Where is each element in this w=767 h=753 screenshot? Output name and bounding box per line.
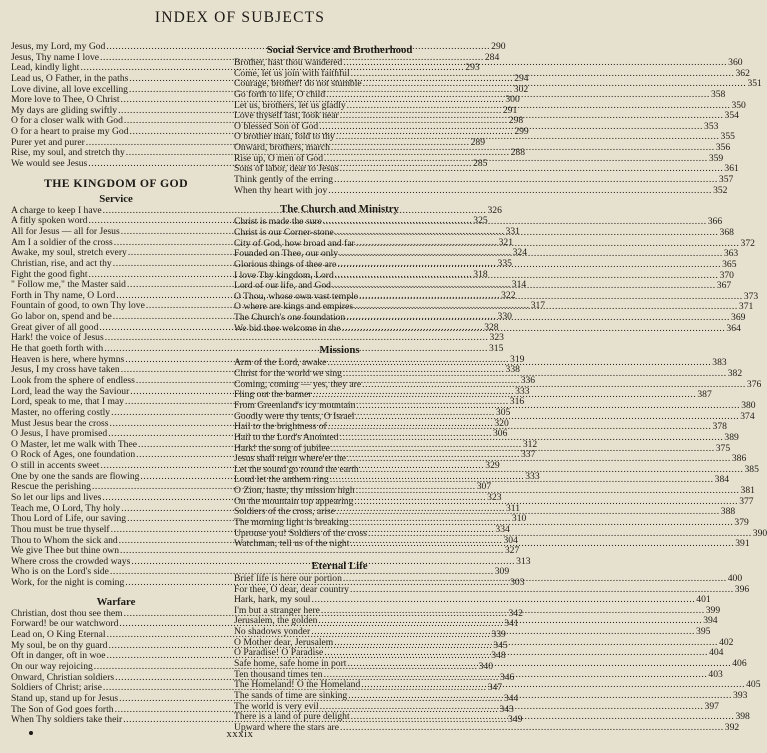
- hymn-number: 369: [731, 312, 746, 324]
- entry-title: O brother man, fold to thy: [234, 131, 335, 143]
- hymn-number: 323: [489, 332, 504, 344]
- entry-title: Fight the good fight: [11, 268, 88, 280]
- hymn-number: 405: [746, 679, 761, 691]
- entry-title: All for Jesus — all for Jesus: [11, 225, 120, 237]
- service-heading: Service: [99, 192, 133, 205]
- entry-title: O for a closer walk with God: [11, 115, 123, 127]
- hymn-number: 359: [708, 152, 724, 164]
- entry-title: O Thou, whose own vast temple: [234, 290, 358, 302]
- page-folio: xxxix: [226, 729, 254, 740]
- hymn-number: 392: [724, 721, 740, 733]
- entry-title: O where are kings and empires: [234, 301, 354, 313]
- hymn-number: 312: [522, 438, 538, 450]
- entry-title: Love thyself last, look near: [234, 110, 339, 122]
- entry-title: Let the sound go round the earth: [234, 463, 359, 475]
- hymn-number: 310: [511, 513, 527, 525]
- hymn-number: 284: [484, 51, 500, 63]
- entry-title: Work, for the night is coming: [11, 577, 125, 589]
- dot-leader: [325, 90, 710, 101]
- hymn-number: 337: [520, 449, 536, 461]
- dot-leader: [339, 433, 724, 444]
- entry-title: Glorious things of thee are: [234, 258, 337, 270]
- entry-title: Jesus, my Lord, my God: [11, 41, 106, 52]
- dot-leader: [341, 321, 726, 335]
- entry-title: Christian, dost thou see them: [11, 607, 123, 619]
- entry-title: From Greenland's icy mountain: [234, 399, 356, 411]
- hymn-number: 349: [508, 714, 523, 726]
- entry-title: The world is very evil: [234, 700, 319, 712]
- entry-title: A charge to keep I have: [11, 204, 102, 216]
- entry-title: We bid thee welcome in the: [234, 322, 341, 334]
- entry-title: More love to Thee, O Christ: [11, 94, 120, 106]
- hymn-number: 304: [503, 534, 518, 546]
- entry-title: On the mountain top appearing: [234, 495, 354, 507]
- entry-title: Hail to the Lord's Anointed: [234, 431, 339, 443]
- hymn-number: 333: [525, 470, 540, 482]
- hymn-number: 364: [726, 322, 741, 334]
- hymn-number: 328: [484, 321, 499, 333]
- entry-title: Rise, my soul, and stretch thy: [11, 147, 125, 159]
- dot-leader: [347, 691, 732, 702]
- hymn-number: 360: [728, 57, 743, 68]
- hymn-number: 382: [727, 368, 743, 380]
- entry-title: Sons of labor, dear to Jesus: [234, 163, 339, 175]
- hymn-number: 324: [512, 247, 528, 259]
- hymn-number: 306: [493, 428, 508, 440]
- index-entry: [234, 184, 728, 197]
- hymn-number: 322: [501, 289, 516, 301]
- hymn-number: 344: [503, 692, 519, 704]
- hymn-number: 377: [739, 495, 754, 507]
- hymn-number: 319: [510, 353, 525, 365]
- hymn-number: 326: [487, 204, 502, 216]
- entry-title: Oft in danger, oft in woe: [11, 650, 106, 662]
- entry-title: O Master, let me walk with Thee: [11, 438, 137, 450]
- hymn-number: 370: [719, 269, 734, 281]
- entry-title: For thee, O dear, dear country: [234, 583, 349, 595]
- entry-title: Goodly were thy tents, O Israel: [234, 410, 355, 422]
- entry-title: O Rock of Ages, one foundation: [11, 449, 136, 461]
- entry-title: Must Jesus bear the cross: [11, 417, 109, 429]
- entry-title: One by one the sands are flowing: [11, 470, 140, 482]
- hymn-number: 320: [494, 417, 509, 429]
- hymn-number: 329: [485, 460, 500, 472]
- hymn-number: 376: [746, 378, 762, 390]
- entry-title: O Mother dear, Jerusalem: [234, 636, 334, 648]
- entry-title: Onward, Christian soldiers: [11, 671, 115, 683]
- hymn-number: 374: [740, 410, 755, 422]
- entry-title: My soul, be on thy guard: [11, 639, 108, 651]
- hymn-number: 379: [734, 516, 749, 528]
- entry-title: Hark! the voice of Jesus: [11, 332, 104, 344]
- entry-title: City of God, how broad and far: [234, 237, 355, 249]
- hymn-number: 368: [719, 226, 734, 238]
- entry-title: Onward, brothers, march: [234, 142, 330, 154]
- hymn-number: 389: [724, 431, 739, 443]
- hymn-number: 402: [719, 636, 734, 648]
- entry-title: Thou to Whom the sick and: [11, 534, 118, 546]
- entry-title: Upward where the stars are: [234, 721, 339, 733]
- entry-title: Go forth to life, O child: [234, 88, 326, 100]
- hymn-number: 321: [498, 236, 513, 248]
- entry-title: We would see Jesus: [11, 158, 88, 170]
- hymn-number: 387: [697, 389, 712, 401]
- entry-title: Watchman, tell us of the night: [234, 538, 350, 550]
- hymn-number: 341: [504, 618, 519, 630]
- hymn-number: 362: [735, 67, 750, 79]
- hymn-number: 336: [520, 374, 536, 386]
- entry-title: Courage, brother! do not stumble: [234, 78, 362, 90]
- entry-title: Ten thousand times ten: [234, 668, 323, 680]
- entry-title: Founded on Thee, our only: [234, 248, 339, 260]
- hymn-number: 339: [491, 629, 506, 641]
- entry-title: Hail to the brightness of: [234, 421, 327, 433]
- hymn-number: 365: [722, 258, 737, 270]
- entry-title: Look from the sphere of endless: [11, 374, 135, 386]
- hymn-number: 333: [515, 385, 530, 397]
- entry-title: Christ for the world we sing: [234, 368, 342, 380]
- entry-title: Jesus, Thy name I love: [11, 51, 100, 63]
- entry-title: The morning light is breaking: [234, 516, 349, 528]
- entry-title: Purer yet and purer: [11, 136, 85, 148]
- hymn-number: 315: [489, 343, 504, 355]
- entry-title: When thy heart with joy: [234, 184, 328, 196]
- entry-title: Safe home, safe home in port: [234, 658, 347, 670]
- hymn-number: 356: [715, 142, 731, 154]
- hymn-number: 353: [704, 120, 719, 132]
- entry-title: Master, no offering costly: [11, 406, 111, 418]
- dot-leader: [336, 257, 721, 271]
- entry-title: Lord, lead the way the Saviour: [11, 385, 130, 397]
- entry-title: Coming, coming — yes, they are: [234, 378, 362, 390]
- entry-title: Jesus shall reign where'er the: [234, 453, 347, 465]
- entry-title: Think gently of the erring: [234, 174, 334, 186]
- hymn-number: 338: [505, 364, 520, 376]
- entry-title: Where cross the crowded ways: [11, 555, 131, 567]
- entry-title: Lead on, O King Eternal: [11, 629, 106, 641]
- hymn-number: 347: [487, 682, 503, 694]
- entry-title: My days are gliding swiftly: [11, 104, 118, 116]
- entry-title: He that goeth forth with: [11, 343, 104, 355]
- entry-title: Stand up, stand up for Jesus: [11, 692, 119, 704]
- entry-title: Christ is our Corner-stone: [234, 226, 334, 238]
- hymn-number: 289: [470, 136, 485, 148]
- hymn-number: 390: [752, 527, 767, 539]
- hymn-number: 363: [723, 248, 739, 260]
- hymn-number: 313: [516, 555, 531, 567]
- entry-title: Hark, hark, my soul: [234, 594, 311, 606]
- entry-title: Great giver of all good: [11, 321, 99, 333]
- hymn-number: 325: [473, 215, 488, 227]
- missions-heading: Missions: [319, 344, 360, 357]
- entry-title: Rise up, O men of God: [234, 152, 323, 164]
- church-heading: The Church and Ministry: [280, 203, 399, 216]
- entry-title: No shadows yonder: [234, 626, 311, 638]
- hymn-number: 348: [491, 650, 506, 662]
- entry-title: Forward! be our watchword: [11, 618, 119, 630]
- hymn-number: 343: [499, 703, 514, 715]
- entry-title: Lead us, O Father, in the paths: [11, 72, 129, 84]
- hymn-number: 396: [734, 583, 750, 595]
- hymn-number: 302: [513, 83, 529, 95]
- hymn-number: 340: [478, 660, 493, 672]
- hymn-number: 316: [509, 396, 525, 408]
- hymn-number: 383: [712, 357, 727, 369]
- hymn-number: 381: [740, 485, 755, 497]
- hymn-number: 395: [696, 626, 711, 638]
- hymn-number: 372: [740, 237, 755, 249]
- entry-title: Lord, speak to me, that I may: [11, 396, 124, 408]
- dot-leader: [327, 186, 712, 197]
- hymn-number: 385: [744, 463, 759, 475]
- entry-title: Soldiers of Christ; arise: [11, 682, 102, 694]
- hymn-number: 299: [514, 126, 529, 138]
- hymn-number: 398: [735, 711, 750, 723]
- hymn-number: 401: [696, 594, 711, 606]
- hymn-number: 290: [491, 41, 506, 52]
- hymn-number: 404: [709, 647, 724, 659]
- entry-title: When Thy soldiers take their: [11, 714, 123, 726]
- hymn-number: 355: [720, 131, 735, 143]
- hymn-number: 354: [724, 110, 739, 122]
- hymn-number: 361: [724, 163, 739, 175]
- hymn-number: 323: [487, 491, 502, 503]
- hymn-number: 357: [718, 174, 734, 186]
- entry-title: O Paradise! O Paradise: [234, 647, 324, 659]
- hymn-number: 298: [508, 115, 524, 127]
- eternal-heading: Eternal Life: [311, 559, 368, 572]
- entry-title: Loud let the anthem ring: [234, 474, 329, 486]
- entry-title: Arm of the Lord, awake: [234, 357, 327, 369]
- entry-title: O Zion, haste, thy mission high: [234, 485, 355, 497]
- entry-title: " Follow me," the Master said: [11, 279, 126, 291]
- entry-title: Who is on the Lord's side: [11, 566, 109, 578]
- entry-title: The Homeland! O the Homeland: [234, 679, 361, 691]
- hymn-number: 294: [514, 72, 529, 84]
- hymn-number: 300: [505, 94, 520, 106]
- hymn-number: 394: [703, 615, 718, 627]
- hymn-number: 334: [495, 523, 510, 535]
- hymn-number: 330: [497, 311, 512, 323]
- entry-title: Teach me, O Lord, Thy holy: [11, 502, 121, 514]
- entry-title: On our way rejoicing: [11, 660, 93, 672]
- entry-title: Love divine, all love excelling: [11, 83, 128, 95]
- hymn-number: 309: [494, 566, 510, 578]
- entry-title: Brother, hast thou wandered: [234, 57, 343, 68]
- hymn-number: 352: [713, 184, 728, 196]
- entry-title: I'm but a stranger here: [234, 604, 320, 616]
- hymn-number: 384: [714, 474, 730, 486]
- hymn-number: 400: [727, 572, 743, 584]
- hymn-number: 345: [493, 639, 508, 651]
- hymn-number: 327: [504, 545, 520, 557]
- hymn-number: 291: [502, 104, 518, 116]
- entry-title: Lord of our life, and God: [234, 280, 331, 292]
- entry-title: Go labor on, spend and be: [11, 311, 112, 323]
- hymn-number: 305: [495, 406, 511, 418]
- entry-title: Come, let us join with faithful: [234, 67, 350, 79]
- entry-title: Fling out the banner: [234, 389, 312, 401]
- hymn-number: 403: [708, 668, 723, 680]
- hymn-number: 378: [712, 421, 727, 433]
- hymn-number: 317: [530, 300, 546, 312]
- hymn-number: 307: [476, 481, 492, 493]
- hymn-number: 397: [704, 700, 719, 712]
- hymn-number: 391: [735, 538, 750, 550]
- hymn-number: 380: [741, 399, 756, 411]
- warfare-heading: Warfare: [96, 595, 136, 608]
- entry-title: Awake, my soul, stretch every: [11, 247, 127, 259]
- entry-title: The sands of time are sinking: [234, 689, 348, 701]
- hymn-number: 351: [747, 78, 762, 90]
- hymn-number: 293: [465, 62, 480, 74]
- dot-leader: [349, 539, 734, 550]
- entry-title: Heaven is here, where hymns: [11, 353, 125, 365]
- hymn-number: 367: [716, 280, 732, 292]
- hymn-number: 388: [720, 506, 736, 518]
- entry-title: O Jesus, I have promised: [11, 428, 108, 440]
- entry-title: O blessed Son of God: [234, 120, 319, 132]
- hymn-number: 285: [473, 158, 488, 170]
- hymn-number: 371: [738, 301, 754, 313]
- entry-title: Uprouse you! Soldiers of the cross: [234, 527, 367, 539]
- entry-title: Jesus, I my cross have taken: [11, 364, 120, 376]
- hymn-number: 406: [732, 658, 747, 670]
- kingdom-heading: THE KINGDOM OF GOD: [43, 175, 189, 190]
- hymn-number: 288: [510, 147, 525, 159]
- entry-title: Thou Lord of Life, our saving: [11, 513, 127, 525]
- entry-title: Am I a soldier of the cross: [11, 236, 113, 248]
- hymn-number: 350: [731, 99, 746, 111]
- entry-title: So let our lips and lives: [11, 491, 102, 503]
- entry-title: Brief life is here our portion: [234, 572, 342, 584]
- hymn-number: 311: [506, 502, 521, 514]
- entry-title: Christian, rise, and act thy: [11, 257, 112, 269]
- dot-leader: [355, 401, 740, 412]
- entry-title: Hark! the song of jubilee: [234, 442, 330, 454]
- entry-title: O still in accents sweet: [11, 460, 100, 472]
- hymn-number: 375: [715, 442, 731, 454]
- entry-title: We give Thee but thine own: [11, 545, 120, 557]
- entry-title: O for a heart to praise my God: [11, 126, 129, 138]
- entry-title: Forth in Thy name, O Lord: [11, 289, 116, 301]
- entry-title: Thou must be true thyself: [11, 523, 110, 535]
- hymn-number: 318: [473, 268, 488, 280]
- hymn-number: 386: [731, 453, 747, 465]
- entry-title: Christ is made the sure: [234, 216, 322, 228]
- entry-title: Fountain of good, to own Thy love: [11, 300, 145, 312]
- hymn-number: 366: [707, 216, 723, 228]
- hymn-number: 314: [511, 279, 527, 291]
- page-title: INDEX OF SUBJECTS: [154, 9, 326, 26]
- hymn-number: 335: [497, 257, 512, 269]
- entry-title: Let us, brothers, let us gladly: [234, 99, 346, 111]
- entry-title: The Church's one foundation: [234, 312, 346, 324]
- entry-title: Jerusalem, the golden: [234, 615, 318, 627]
- entry-title: Soldiers of the cross, arise: [234, 506, 335, 518]
- hymn-number: 399: [705, 604, 721, 616]
- hymn-number: 373: [743, 290, 759, 302]
- hymn-number: 303: [510, 577, 525, 589]
- hymn-number: 358: [710, 88, 726, 100]
- social-heading: Social Service and Brotherhood: [266, 44, 413, 56]
- entry-title: A fitly spoken word: [11, 215, 88, 227]
- hymn-number: 331: [505, 225, 520, 237]
- hymn-number: 342: [508, 607, 523, 619]
- entry-title: Lead, kindly light: [11, 62, 80, 74]
- entry-title: There is a land of pure delight: [234, 711, 350, 723]
- hymn-number: 393: [733, 689, 748, 701]
- entry-title: Rescue the perishing: [11, 481, 91, 493]
- dot-leader: [342, 574, 727, 585]
- hymn-number: 346: [499, 671, 515, 683]
- entry-title: The Son of God goes forth: [11, 703, 114, 715]
- entry-title: I love Thy kingdom, Lord: [234, 269, 334, 281]
